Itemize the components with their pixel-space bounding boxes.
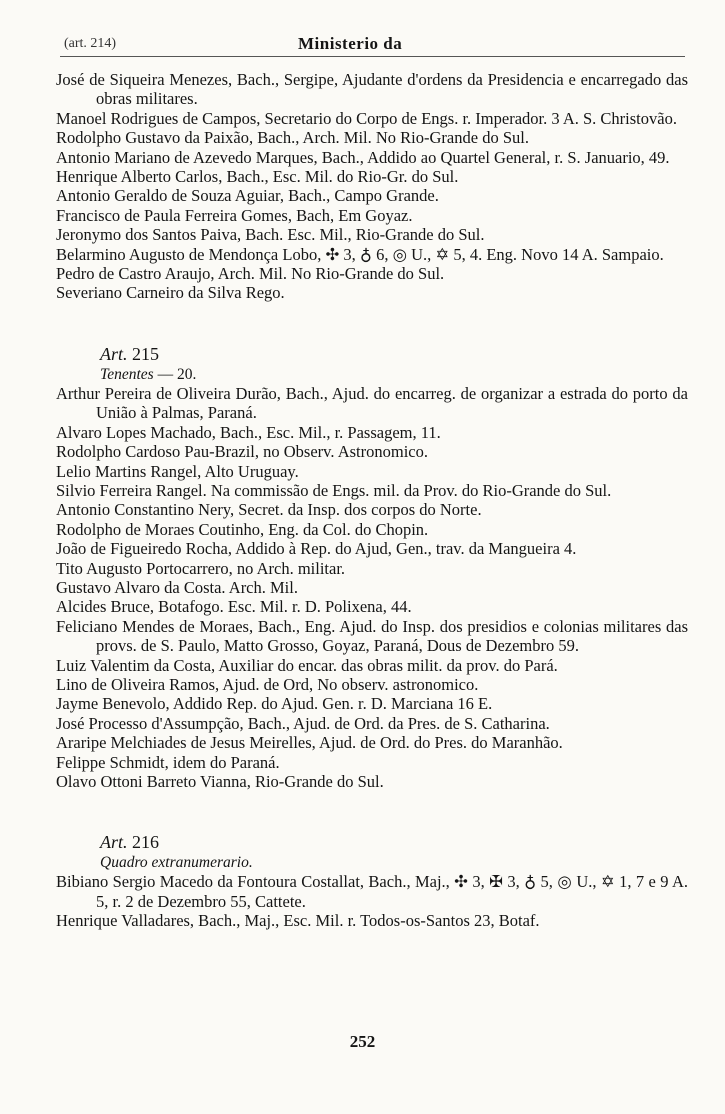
article-215-heading — [100, 343, 688, 365]
article-216-subtitle — [100, 853, 688, 872]
list-item: Araripe Melchiades de Jesus Meirelles, Ajud. de Ord. do Pres. do Maranhão. — [56, 733, 563, 753]
page-number: 252 — [349, 1032, 376, 1051]
list-item: Rodolpho Cardoso Pau-Brazil, no Observ. Astronomico. — [56, 442, 428, 462]
list-item: João de Figueiredo Rocha, Addido à Rep. do Ajud, Gen., trav. da Mangueira 4. — [56, 539, 577, 559]
list-item: Gustavo Alvaro da Costa. Arch. Mil. — [56, 577, 298, 597]
list-item: Alvaro Lopes Machado, Bach., Esc. Mil., r. Passagem, 11. — [56, 422, 441, 442]
article-label: Art. — [100, 832, 128, 853]
page-header — [60, 30, 685, 57]
list-item: Henrique Valladares, Bach., Maj., Esc. Mil. r. Todos-os-Santos 23, Botaf. — [56, 911, 540, 931]
subtitle-label: Tenentes — [100, 365, 154, 383]
header-title: Ministerio da — [298, 34, 403, 53]
list-item: Jayme Benevolo, Addido Rep. do Ajud. Gen. r. D. Marciana 16 E. — [56, 694, 493, 714]
article-215-subtitle — [100, 365, 688, 384]
list-item: Luiz Valentim da Costa, Auxiliar do encar. das obras milit. da prov. do Pará. — [56, 655, 558, 675]
page-content — [56, 70, 688, 931]
header-article-ref: (art. 214) — [64, 36, 117, 51]
article-number: 216 — [132, 832, 160, 853]
list-item: Alcides Bruce, Botafogo. Esc. Mil. r. D. Polixena, 44. — [56, 597, 412, 617]
list-item: Antonio Constantino Nery, Secret. da Insp. dos corpos do Norte. — [56, 500, 482, 520]
article-216-heading — [100, 831, 688, 853]
list-item: Jeronymo dos Santos Paiva, Bach. Esc. Mil., Rio-Grande do Sul. — [56, 225, 485, 245]
list-item: Rodolpho Gustavo da Paixão, Bach., Arch. Mil. No Rio-Grande do Sul. — [56, 128, 529, 148]
list-item: Manoel Rodrigues de Campos, Secretario do Corpo de Engs. r. Imperador. 3 A. S. Christovão. — [56, 108, 677, 128]
list-item: José Processo d'Assumpção, Bach., Ajud. de Ord. da Pres. de S. Catharina. — [56, 713, 550, 733]
list-item: Feliciano Mendes de Moraes, Bach., Eng. Ajud. do Insp. dos presidios e colonias militares das provs. de S. Paulo, Matto Grosso, Goyaz, Paraná, Dous de Dezembro 59. — [56, 616, 688, 656]
list-item: Olavo Ottoni Barreto Vianna, Rio-Grande do Sul. — [56, 772, 384, 791]
list-item: Francisco de Paula Ferreira Gomes, Bach, Em Goyaz. — [56, 205, 413, 225]
list-item: Antonio Mariano de Azevedo Marques, Bach., Addido ao Quartel General, r. S. Januario, 49. — [56, 147, 670, 167]
list-item: Arthur Pereira de Oliveira Durão, Bach., Ajud. do encarreg. de organizar a estrada do porto da União à Palmas, Paraná. — [56, 383, 688, 423]
list-item: Lelio Martins Rangel, Alto Uruguay. — [56, 461, 299, 481]
list-item: Pedro de Castro Araujo, Arch. Mil. No Rio-Grande do Sul. — [56, 264, 445, 284]
list-item: Felippe Schmidt, idem do Paraná. — [56, 752, 280, 772]
article-number: 215 — [132, 343, 160, 364]
officer-list-2 — [56, 384, 688, 792]
list-item: Tito Augusto Portocarrero, no Arch. militar. — [56, 558, 346, 578]
list-item: Rodolpho de Moraes Coutinho, Eng. da Col. do Chopin. — [56, 519, 429, 539]
article-label: Art. — [100, 343, 128, 364]
list-item: Antonio Geraldo de Souza Aguiar, Bach., Campo Grande. — [56, 186, 439, 206]
subtitle-count: — 20. — [157, 365, 197, 383]
list-item: José de Siqueira Menezes, Bach., Sergipe, Ajudante d'ordens da Presidencia e encarregado das obras militares. — [56, 70, 688, 109]
subtitle-label: Quadro extranumerario. — [100, 854, 253, 872]
list-item: Henrique Alberto Carlos, Bach., Esc. Mil. do Rio-Gr. do Sul. — [56, 167, 459, 187]
officer-list-1 — [56, 70, 688, 303]
list-item: Belarmino Augusto de Mendonça Lobo, ✣ 3, ♁ 6, ◎ U., ✡ 5, 4. Eng. Novo 14 A. Sampaio. — [56, 244, 664, 264]
list-item: Bibiano Sergio Macedo da Fontoura Costallat, Bach., Maj., ✣ 3, ✠ 3, ♁ 5, ◎ U., ✡ 1, 7 e 9 A. 5, r. 2 de Dezembro 55, Cattete. — [56, 872, 688, 911]
list-item: Silvio Ferreira Rangel. Na commissão de Engs. mil. da Prov. do Rio-Grande do Sul. — [56, 480, 612, 500]
list-item: Severiano Carneiro da Silva Rego. — [56, 283, 285, 303]
officer-list-3 — [56, 872, 688, 930]
list-item: Lino de Oliveira Ramos, Ajud. de Ord, No observ. astronomico. — [56, 674, 479, 694]
